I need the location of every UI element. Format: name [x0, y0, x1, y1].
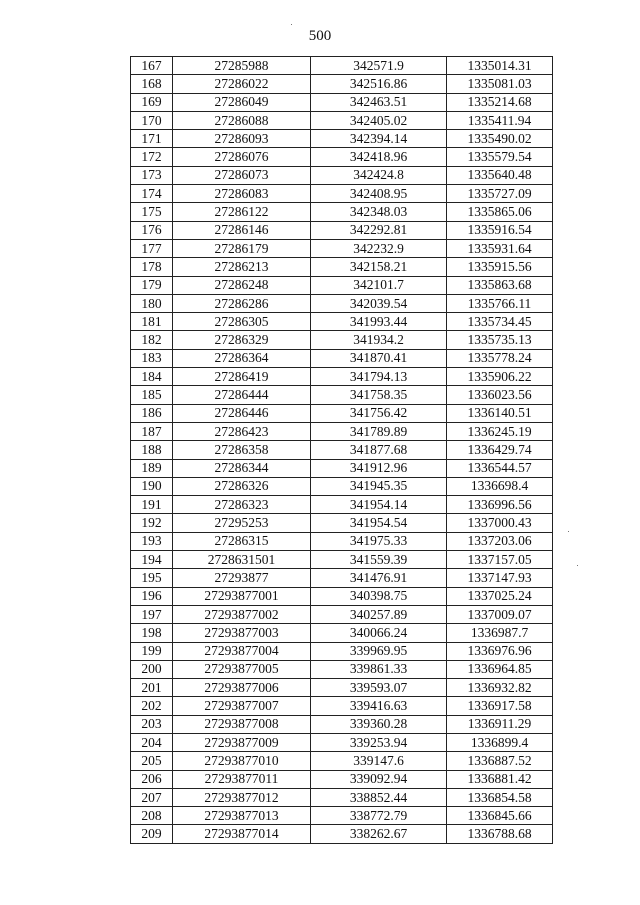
table-row [131, 111, 553, 129]
x-coordinate-cell: 341756.42 [311, 404, 447, 422]
table-row [131, 221, 553, 239]
row-number-cell: 186 [131, 404, 173, 422]
point-id-cell: 27286179 [173, 239, 311, 257]
row-number-cell: 184 [131, 368, 173, 386]
point-id-cell: 27286444 [173, 386, 311, 404]
y-coordinate-cell: 1335214.68 [447, 93, 553, 111]
table-row [131, 569, 553, 587]
point-id-cell: 27293877005 [173, 660, 311, 678]
scan-speck [577, 565, 578, 566]
point-id-cell: 27293877007 [173, 697, 311, 715]
table-row [131, 75, 553, 93]
y-coordinate-cell: 1336245.19 [447, 422, 553, 440]
point-id-cell: 27286323 [173, 496, 311, 514]
point-id-cell: 27293877004 [173, 642, 311, 660]
y-coordinate-cell: 1335640.48 [447, 166, 553, 184]
table-row [131, 313, 553, 331]
y-coordinate-cell: 1335014.31 [447, 57, 553, 75]
x-coordinate-cell: 342418.96 [311, 148, 447, 166]
x-coordinate-cell: 338262.67 [311, 825, 447, 843]
table-row [131, 624, 553, 642]
row-number-cell: 197 [131, 605, 173, 623]
x-coordinate-cell: 342424.8 [311, 166, 447, 184]
row-number-cell: 192 [131, 514, 173, 532]
row-number-cell: 202 [131, 697, 173, 715]
y-coordinate-cell: 1336429.74 [447, 441, 553, 459]
y-coordinate-cell: 1335081.03 [447, 75, 553, 93]
table-row [131, 514, 553, 532]
point-id-cell: 27286093 [173, 130, 311, 148]
x-coordinate-cell: 341975.33 [311, 532, 447, 550]
x-coordinate-cell: 341789.89 [311, 422, 447, 440]
y-coordinate-cell: 1335734.45 [447, 313, 553, 331]
point-id-cell: 27286446 [173, 404, 311, 422]
point-id-cell: 27286286 [173, 294, 311, 312]
point-id-cell: 27286076 [173, 148, 311, 166]
y-coordinate-cell: 1336887.52 [447, 752, 553, 770]
x-coordinate-cell: 342232.9 [311, 239, 447, 257]
point-id-cell: 27293877008 [173, 715, 311, 733]
table-row [131, 733, 553, 751]
y-coordinate-cell: 1336899.4 [447, 733, 553, 751]
point-id-cell: 27293877011 [173, 770, 311, 788]
point-id-cell: 27286344 [173, 459, 311, 477]
y-coordinate-cell: 1336881.42 [447, 770, 553, 788]
x-coordinate-cell: 341559.39 [311, 551, 447, 569]
row-number-cell: 198 [131, 624, 173, 642]
table-row [131, 459, 553, 477]
x-coordinate-cell: 338852.44 [311, 788, 447, 806]
table-row [131, 258, 553, 276]
x-coordinate-cell: 339416.63 [311, 697, 447, 715]
page-number: 500 [308, 28, 332, 44]
x-coordinate-cell: 341870.41 [311, 349, 447, 367]
table-row [131, 404, 553, 422]
row-number-cell: 193 [131, 532, 173, 550]
y-coordinate-cell: 1337157.05 [447, 551, 553, 569]
y-coordinate-cell: 1337147.93 [447, 569, 553, 587]
row-number-cell: 168 [131, 75, 173, 93]
x-coordinate-cell: 341476.91 [311, 569, 447, 587]
y-coordinate-cell: 1336544.57 [447, 459, 553, 477]
y-coordinate-cell: 1335916.54 [447, 221, 553, 239]
table-row [131, 788, 553, 806]
row-number-cell: 178 [131, 258, 173, 276]
row-number-cell: 179 [131, 276, 173, 294]
row-number-cell: 208 [131, 807, 173, 825]
y-coordinate-cell: 1336917.58 [447, 697, 553, 715]
row-number-cell: 205 [131, 752, 173, 770]
x-coordinate-cell: 341945.35 [311, 477, 447, 495]
point-id-cell: 27286315 [173, 532, 311, 550]
table-row [131, 715, 553, 733]
table-row [131, 807, 553, 825]
row-number-cell: 185 [131, 386, 173, 404]
y-coordinate-cell: 1336698.4 [447, 477, 553, 495]
table-row [131, 660, 553, 678]
x-coordinate-cell: 341912.96 [311, 459, 447, 477]
y-coordinate-cell: 1335727.09 [447, 185, 553, 203]
row-number-cell: 181 [131, 313, 173, 331]
y-coordinate-cell: 1337000.43 [447, 514, 553, 532]
x-coordinate-cell: 338772.79 [311, 807, 447, 825]
y-coordinate-cell: 1335579.54 [447, 148, 553, 166]
table-row [131, 441, 553, 459]
table-row [131, 752, 553, 770]
y-coordinate-cell: 1335915.56 [447, 258, 553, 276]
point-id-cell: 27286329 [173, 331, 311, 349]
row-number-cell: 171 [131, 130, 173, 148]
table-row [131, 422, 553, 440]
y-coordinate-cell: 1337009.07 [447, 605, 553, 623]
row-number-cell: 183 [131, 349, 173, 367]
table-row [131, 276, 553, 294]
table-row [131, 477, 553, 495]
point-id-cell: 27286248 [173, 276, 311, 294]
y-coordinate-cell: 1335411.94 [447, 111, 553, 129]
point-id-cell: 27285988 [173, 57, 311, 75]
table-row [131, 679, 553, 697]
y-coordinate-cell: 1336964.85 [447, 660, 553, 678]
table-row [131, 642, 553, 660]
y-coordinate-cell: 1337203.06 [447, 532, 553, 550]
row-number-cell: 195 [131, 569, 173, 587]
point-id-cell: 27286073 [173, 166, 311, 184]
y-coordinate-cell: 1336845.66 [447, 807, 553, 825]
y-coordinate-cell: 1335490.02 [447, 130, 553, 148]
y-coordinate-cell: 1336911.29 [447, 715, 553, 733]
row-number-cell: 182 [131, 331, 173, 349]
x-coordinate-cell: 341954.54 [311, 514, 447, 532]
x-coordinate-cell: 342405.02 [311, 111, 447, 129]
table-row [131, 551, 553, 569]
y-coordinate-cell: 1335931.64 [447, 239, 553, 257]
x-coordinate-cell: 339969.95 [311, 642, 447, 660]
y-coordinate-cell: 1335766.11 [447, 294, 553, 312]
point-id-cell: 27293877 [173, 569, 311, 587]
point-id-cell: 27293877006 [173, 679, 311, 697]
row-number-cell: 196 [131, 587, 173, 605]
point-id-cell: 27286049 [173, 93, 311, 111]
point-id-cell: 27286088 [173, 111, 311, 129]
row-number-cell: 207 [131, 788, 173, 806]
x-coordinate-cell: 341954.14 [311, 496, 447, 514]
row-number-cell: 203 [131, 715, 173, 733]
x-coordinate-cell: 339593.07 [311, 679, 447, 697]
y-coordinate-cell: 1337025.24 [447, 587, 553, 605]
table-row [131, 203, 553, 221]
row-number-cell: 209 [131, 825, 173, 843]
point-id-cell: 27286419 [173, 368, 311, 386]
x-coordinate-cell: 342039.54 [311, 294, 447, 312]
point-id-cell: 27293877002 [173, 605, 311, 623]
y-coordinate-cell: 1336976.96 [447, 642, 553, 660]
y-coordinate-cell: 1336140.51 [447, 404, 553, 422]
point-id-cell: 27286358 [173, 441, 311, 459]
table-row [131, 239, 553, 257]
x-coordinate-cell: 342101.7 [311, 276, 447, 294]
y-coordinate-cell: 1336987.7 [447, 624, 553, 642]
y-coordinate-cell: 1336996.56 [447, 496, 553, 514]
table-row [131, 185, 553, 203]
table-row [131, 148, 553, 166]
y-coordinate-cell: 1336932.82 [447, 679, 553, 697]
table-row [131, 294, 553, 312]
x-coordinate-cell: 342516.86 [311, 75, 447, 93]
data-table [130, 56, 553, 844]
point-id-cell: 27295253 [173, 514, 311, 532]
x-coordinate-cell: 339253.94 [311, 733, 447, 751]
row-number-cell: 170 [131, 111, 173, 129]
row-number-cell: 204 [131, 733, 173, 751]
table-row [131, 331, 553, 349]
y-coordinate-cell: 1335906.22 [447, 368, 553, 386]
x-coordinate-cell: 342394.14 [311, 130, 447, 148]
x-coordinate-cell: 341794.13 [311, 368, 447, 386]
y-coordinate-cell: 1335735.13 [447, 331, 553, 349]
point-id-cell: 27293877013 [173, 807, 311, 825]
table-row [131, 770, 553, 788]
point-id-cell: 27286326 [173, 477, 311, 495]
row-number-cell: 176 [131, 221, 173, 239]
point-id-cell: 27293877003 [173, 624, 311, 642]
x-coordinate-cell: 342571.9 [311, 57, 447, 75]
table-row [131, 496, 553, 514]
point-id-cell: 27286305 [173, 313, 311, 331]
row-number-cell: 169 [131, 93, 173, 111]
row-number-cell: 201 [131, 679, 173, 697]
x-coordinate-cell: 342292.81 [311, 221, 447, 239]
point-id-cell: 27293877014 [173, 825, 311, 843]
x-coordinate-cell: 341993.44 [311, 313, 447, 331]
y-coordinate-cell: 1335863.68 [447, 276, 553, 294]
table-row [131, 605, 553, 623]
row-number-cell: 174 [131, 185, 173, 203]
table-row [131, 130, 553, 148]
point-id-cell: 27293877010 [173, 752, 311, 770]
x-coordinate-cell: 339360.28 [311, 715, 447, 733]
row-number-cell: 187 [131, 422, 173, 440]
scan-speck [568, 531, 569, 532]
row-number-cell: 194 [131, 551, 173, 569]
x-coordinate-cell: 342463.51 [311, 93, 447, 111]
point-id-cell: 2728631501 [173, 551, 311, 569]
x-coordinate-cell: 341758.35 [311, 386, 447, 404]
scan-speck [291, 24, 292, 25]
x-coordinate-cell: 340398.75 [311, 587, 447, 605]
point-id-cell: 27286146 [173, 221, 311, 239]
row-number-cell: 180 [131, 294, 173, 312]
x-coordinate-cell: 339147.6 [311, 752, 447, 770]
table-row [131, 93, 553, 111]
row-number-cell: 206 [131, 770, 173, 788]
y-coordinate-cell: 1335865.06 [447, 203, 553, 221]
table-row [131, 368, 553, 386]
table-row [131, 532, 553, 550]
table-row [131, 825, 553, 843]
row-number-cell: 190 [131, 477, 173, 495]
row-number-cell: 175 [131, 203, 173, 221]
table-row [131, 697, 553, 715]
row-number-cell: 200 [131, 660, 173, 678]
row-number-cell: 191 [131, 496, 173, 514]
point-id-cell: 27293877009 [173, 733, 311, 751]
y-coordinate-cell: 1336023.56 [447, 386, 553, 404]
row-number-cell: 199 [131, 642, 173, 660]
point-id-cell: 27293877001 [173, 587, 311, 605]
y-coordinate-cell: 1336854.58 [447, 788, 553, 806]
row-number-cell: 173 [131, 166, 173, 184]
table-row [131, 587, 553, 605]
row-number-cell: 172 [131, 148, 173, 166]
table-body [131, 57, 553, 844]
point-id-cell: 27286083 [173, 185, 311, 203]
table-row [131, 386, 553, 404]
x-coordinate-cell: 340066.24 [311, 624, 447, 642]
row-number-cell: 189 [131, 459, 173, 477]
point-id-cell: 27286213 [173, 258, 311, 276]
row-number-cell: 167 [131, 57, 173, 75]
x-coordinate-cell: 341934.2 [311, 331, 447, 349]
x-coordinate-cell: 340257.89 [311, 605, 447, 623]
x-coordinate-cell: 342408.95 [311, 185, 447, 203]
table-row [131, 57, 553, 75]
x-coordinate-cell: 339861.33 [311, 660, 447, 678]
point-id-cell: 27286364 [173, 349, 311, 367]
x-coordinate-cell: 339092.94 [311, 770, 447, 788]
point-id-cell: 27286122 [173, 203, 311, 221]
x-coordinate-cell: 342158.21 [311, 258, 447, 276]
row-number-cell: 177 [131, 239, 173, 257]
row-number-cell: 188 [131, 441, 173, 459]
y-coordinate-cell: 1335778.24 [447, 349, 553, 367]
x-coordinate-cell: 341877.68 [311, 441, 447, 459]
point-id-cell: 27286423 [173, 422, 311, 440]
table-row [131, 166, 553, 184]
point-id-cell: 27293877012 [173, 788, 311, 806]
y-coordinate-cell: 1336788.68 [447, 825, 553, 843]
table-row [131, 349, 553, 367]
point-id-cell: 27286022 [173, 75, 311, 93]
x-coordinate-cell: 342348.03 [311, 203, 447, 221]
